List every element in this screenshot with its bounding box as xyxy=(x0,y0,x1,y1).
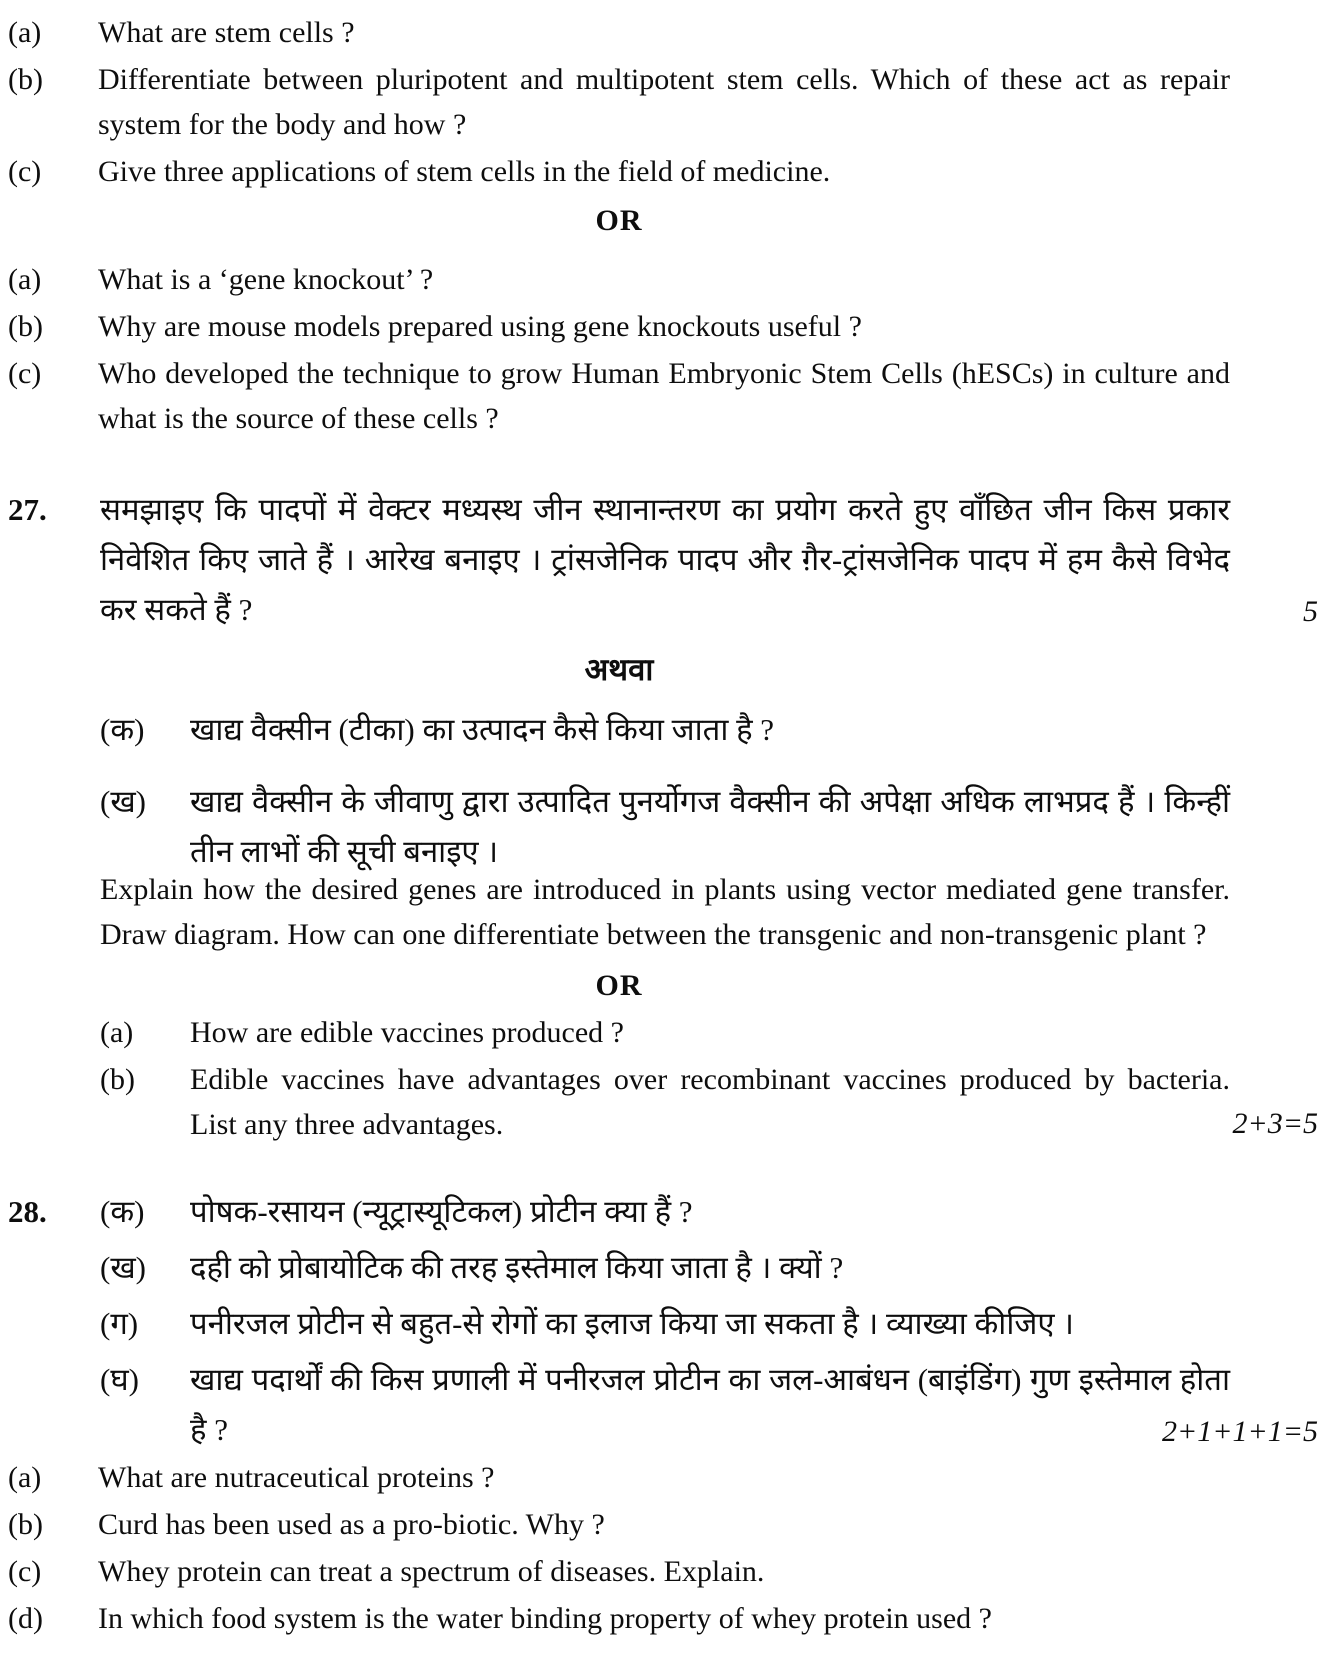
item-text: Differentiate between pluripotent and multipotent stem cells. Which of these act as repair system for the body and how ? xyxy=(98,63,1230,141)
knockout-item-a xyxy=(8,257,1230,302)
marks-value: 2+3=5 xyxy=(1232,1107,1318,1140)
marks-value: 2+1+1+1=5 xyxy=(1162,1415,1318,1448)
item-label: (b) xyxy=(8,1508,43,1541)
question-28-item-d xyxy=(8,1596,1230,1641)
item-text-hindi: खाद्य वैक्सीन के जीवाणु द्वारा उत्पादित पुनर्योगज वैक्सीन की अपेक्षा अधिक लाभप्रद हैं । किन्हीं तीन लाभों की सूची बनाइए । xyxy=(190,784,1230,869)
item-text: How are edible vaccines produced ? xyxy=(190,1016,624,1049)
marks-value: 5 xyxy=(1303,595,1318,628)
question-28-item-b xyxy=(8,1502,1230,1547)
item-label: (c) xyxy=(8,357,42,390)
knockout-item-c xyxy=(8,351,1230,441)
q27-eng-alt-item-a xyxy=(100,1010,1230,1055)
stem-item-c xyxy=(8,149,1230,194)
question-number: 28. xyxy=(8,1194,47,1229)
item-label-hindi: (क) xyxy=(100,1194,145,1229)
knockout-item-b xyxy=(8,304,1230,349)
item-label: (d) xyxy=(8,1602,43,1635)
question-28-item-a xyxy=(8,1455,1230,1500)
item-label: (c) xyxy=(8,1555,42,1588)
q27-eng-alt-item-b xyxy=(100,1057,1318,1147)
question-28-item-kha xyxy=(100,1243,1230,1293)
item-text: Whey protein can treat a spectrum of diseases. Explain. xyxy=(98,1555,765,1588)
question-28-item-ga xyxy=(100,1299,1230,1349)
q27-alt-item-kha xyxy=(100,777,1230,877)
question-text-english: Explain how the desired genes are introduced in plants using vector mediated gene transfer. Draw diagram. How can one differentiate between the transgenic and non-transgenic plant ? xyxy=(100,873,1230,951)
stem-item-a xyxy=(8,10,1230,55)
q27-alt-item-ka xyxy=(100,705,1230,755)
item-label: (a) xyxy=(8,263,42,296)
item-text: What are stem cells ? xyxy=(98,16,355,49)
question-27-english xyxy=(100,867,1230,957)
item-text-hindi: पोषक-रसायन (न्यूट्रास्यूटिकल) प्रोटीन क्या हैं ? xyxy=(190,1194,693,1229)
item-label-hindi: (ग) xyxy=(100,1306,139,1341)
item-text: What is a ‘gene knockout’ ? xyxy=(98,263,434,296)
stem-item-b xyxy=(8,57,1230,147)
or-heading-hindi: अथवा xyxy=(584,652,654,687)
item-label: (a) xyxy=(8,1461,42,1494)
item-label-hindi: (क) xyxy=(100,712,145,747)
question-28-item-c xyxy=(8,1549,1230,1594)
or-heading: OR xyxy=(595,969,643,1002)
question-27-hindi xyxy=(8,485,1318,635)
item-label-hindi: (घ) xyxy=(100,1362,139,1397)
item-label-hindi: (ख) xyxy=(100,1250,147,1285)
item-label: (b) xyxy=(100,1063,135,1096)
item-text: Curd has been used as a pro-biotic. Why ? xyxy=(98,1508,605,1541)
question-number: 27. xyxy=(8,492,47,527)
item-text: Who developed the technique to grow Human Embryonic Stem Cells (hESCs) in culture and what is the source of these cells ? xyxy=(98,357,1230,435)
question-28-item-gha xyxy=(100,1355,1318,1455)
item-label: (a) xyxy=(8,16,42,49)
item-label-hindi: (ख) xyxy=(100,784,147,819)
question-text-hindi: समझाइए कि पादपों में वेक्टर मध्यस्थ जीन स्थानान्तरण का प्रयोग करते हुए वाँछित जीन किस प्रकार निवेशित किए जाते हैं । आरेख बनाइए । ट्रांसजेनिक पादप और ग़ैर-ट्रांसजेनिक पादप में हम कैसे विभेद कर सकते हैं ? xyxy=(100,492,1230,627)
item-text-hindi: दही को प्रोबायोटिक की तरह इस्तेमाल किया जाता है । क्यों ? xyxy=(190,1250,844,1285)
item-label: (c) xyxy=(8,155,42,188)
item-label: (b) xyxy=(8,310,43,343)
item-text-hindi: पनीरजल प्रोटीन से बहुत-से रोगों का इलाज किया जा सकता है । व्याख्या कीजिए । xyxy=(190,1306,1074,1341)
item-text: Why are mouse models prepared using gene knockouts useful ? xyxy=(98,310,862,343)
item-label: (b) xyxy=(8,63,43,96)
item-text: Edible vaccines have advantages over recombinant vaccines produced by bacteria. List any three advantages. xyxy=(190,1063,1230,1141)
item-text-hindi: खाद्य वैक्सीन (टीका) का उत्पादन कैसे किया जाता है ? xyxy=(190,712,775,747)
item-label: (a) xyxy=(100,1016,134,1049)
question-28-item-ka xyxy=(8,1187,1230,1237)
item-text: In which food system is the water binding property of whey protein used ? xyxy=(98,1602,992,1635)
item-text: What are nutraceutical proteins ? xyxy=(98,1461,495,1494)
or-heading: OR xyxy=(595,204,643,237)
item-text: Give three applications of stem cells in the field of medicine. xyxy=(98,155,831,188)
item-text-hindi: खाद्य पदार्थों की किस प्रणाली में पनीरजल प्रोटीन का जल-आबंधन (बाइंडिंग) गुण इस्तेमाल होता है ? xyxy=(190,1362,1230,1447)
